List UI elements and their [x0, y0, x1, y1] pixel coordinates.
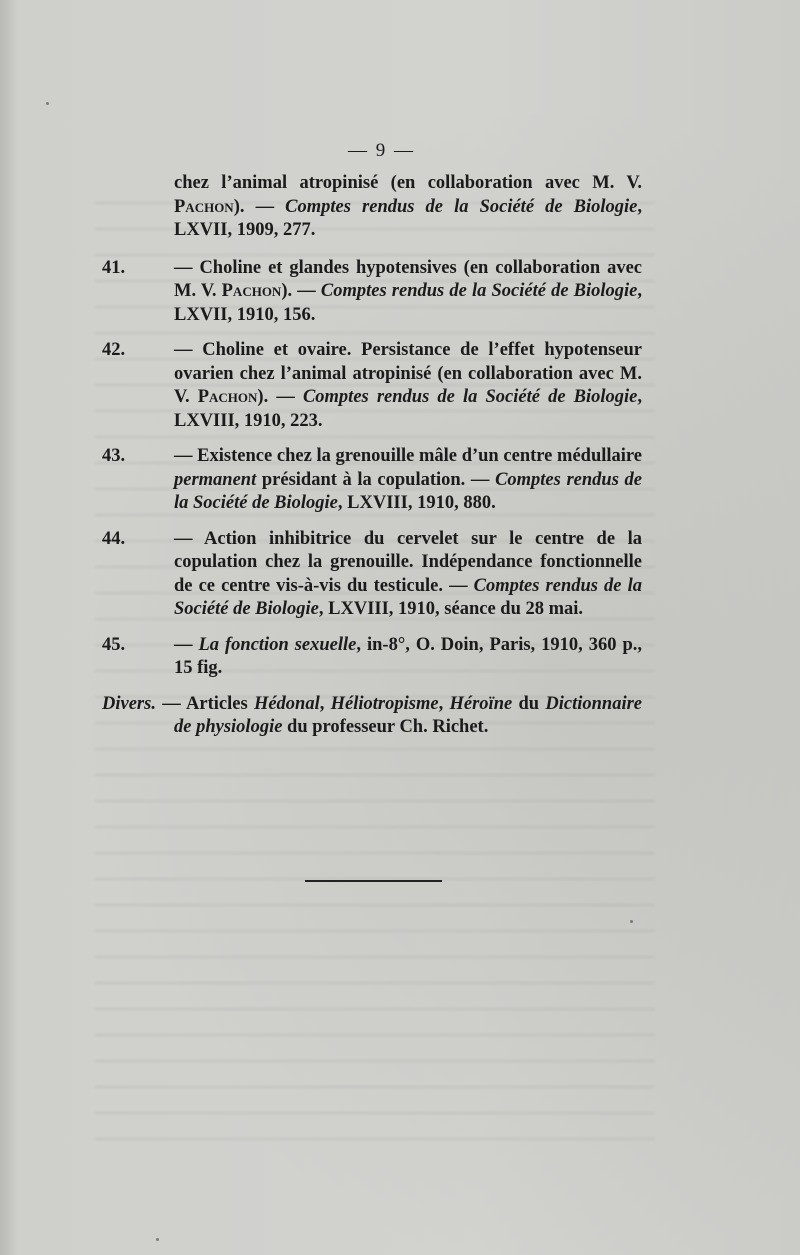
entry-number: 44. [102, 528, 126, 549]
bibliography-entry-45 [102, 634, 642, 681]
page-number: — 9 — [348, 140, 415, 161]
dust-speck [156, 1238, 159, 1241]
bibliography-entry-continued [102, 172, 642, 243]
article-title: Héroïne [449, 693, 513, 714]
entry-text: , LXVIII, 1910, 880. [337, 493, 496, 513]
entry-text: — Existence chez la grenouille mâle d’un centre médullaire [174, 446, 642, 466]
article-title: Héliotropisme [330, 693, 439, 714]
entry-text: , in-8°, O. Doin, Paris, 1910, 360 p., 15 fig. [174, 634, 643, 678]
entry-text: , LXVIII, 1910, 223. [174, 387, 642, 431]
journal-title: Comptes rendus de la Société de Biologie [174, 469, 642, 513]
dust-speck [46, 102, 49, 105]
bibliography-entry-43 [102, 445, 642, 516]
entry-number: 42. [102, 340, 126, 360]
entry-text: , LXVIII, 1910, séance du 28 mai. [318, 599, 584, 619]
book-title: La fonction sexuelle [198, 634, 357, 655]
dictionary-title: Dictionnaire de physiologie [174, 693, 642, 737]
divers-text: du [512, 693, 546, 714]
entry-text: , LXVII, 1910, 156. [174, 281, 643, 325]
divers-text: du professeur Ch. Richet. [282, 717, 489, 737]
entry-text: — Choline et ovaire. Persistance de l’effet hypotenseur ovarien chez l’animal atropinisé (en collaboration avec M. V. [174, 340, 642, 407]
separator: , [438, 693, 450, 714]
entry-text: , LXVII, 1909, 277. [174, 196, 643, 240]
bibliography-body [102, 172, 642, 740]
divers-entry [102, 693, 642, 740]
emphasis-term: permanent [174, 469, 257, 490]
article-title: Hédonal [253, 693, 320, 714]
entry-text: — Choline et glandes hypotensives (en collaboration avec M. V. [174, 257, 642, 301]
author-name: Pachon [197, 387, 258, 407]
journal-title: Comptes rendus de la Société de Biologie [320, 281, 638, 301]
entry-text: présidant à la copulation. — [256, 469, 496, 490]
divers-text: — Articles [155, 693, 254, 714]
entry-text: chez l’animal atropinisé (en collaboration avec M. V. [174, 173, 642, 193]
author-name: Pachon [174, 196, 234, 217]
entry-text: — Action inhibitrice du cervelet sur le centre de la copulation chez la grenouille. Indépendance fonctionnelle de ce centre vis-à-vis du testicule. — [174, 528, 642, 596]
entry-text: — [174, 634, 199, 655]
journal-title: Comptes rendus de la Société de Biologie [302, 387, 638, 407]
entry-text: ). — [233, 196, 286, 217]
journal-title: Comptes rendus de la Société de Biologie [285, 196, 638, 217]
entry-text: ). — [281, 281, 321, 301]
entry-number: 41. [102, 257, 126, 278]
section-rule [305, 880, 442, 882]
bibliography-entry-42 [102, 339, 642, 433]
entry-number: 43. [102, 446, 126, 466]
entry-number: 45. [102, 634, 126, 655]
entry-text: ). — [257, 387, 303, 407]
divers-label: Divers. [102, 693, 156, 714]
bibliography-entry-44 [102, 528, 642, 622]
author-name: Pachon [221, 281, 282, 301]
bibliography-entry-41 [102, 257, 642, 328]
separator: , [319, 693, 331, 714]
dust-speck [630, 920, 633, 923]
journal-title: Comptes rendus de la Société de Biologie [174, 575, 642, 619]
